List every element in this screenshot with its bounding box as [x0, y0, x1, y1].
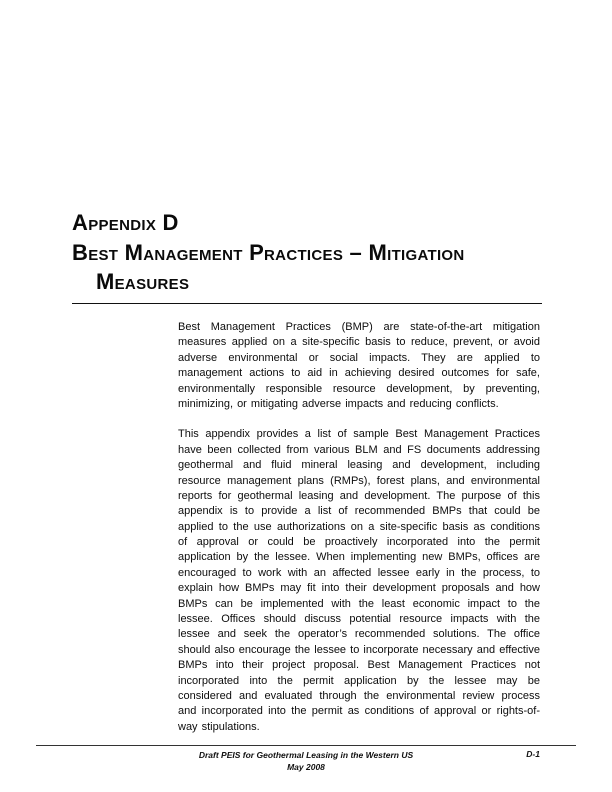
heading-title-continuation: Measures [96, 269, 190, 295]
footer-source-title: Draft PEIS for Geothermal Leasing in the Western US [198, 749, 414, 760]
appendix-heading [72, 208, 542, 312]
footer-date: May 2008 [287, 762, 325, 773]
heading-appendix-label: Appendix D [72, 210, 179, 235]
paragraph-bmp-definition: Best Management Practices (BMP) are state-of-the-art mitigation measures applied on a site-specific basis to reduce, prevent, or avoid adverse environmental or social impacts. They are applied to management actions to aid in achieving desired outcomes for safe, environmentally responsible resource development, by preventing, minimizing, or mitigating adverse impacts and reducing conflicts. [178, 321, 540, 410]
footer-source-block [36, 749, 576, 775]
footer-page-number: D-1 [526, 748, 540, 759]
page-footer [36, 745, 576, 775]
heading-underline-rule [72, 303, 542, 304]
body-text-block [178, 320, 540, 750]
paragraph-appendix-purpose: This appendix provides a list of sample Best Management Practices have been collected from various BLM and FS documents addressing geothermal and fluid mineral leasing and development, including resource management plans (RMPs), forest plans, and environmental reports for geothermal leasing and development. The purpose of this appendix is to provide a list of recommended BMPs that could be applied to the use authorizations on a site-specific basis as conditions of approval or could be proactively incorporated into the permit application by the lessee. When implementing new BMPs, offices are encouraged to work with an affected lessee early in the process, to explain how BMPs may fit into their development proposals and how BMPs can be implemented with the least economic impact to the lessee. Offices should discuss potential resource impacts with the lessee and seek the operator’s recommended solutions. The office should also encourage the lessee to incorporate necessary and effective BMPs into their project proposal. Best Management Practices not incorporated into the permit application by the lessee may be considered and evaluated through the environmental review process and incorporated into the permit as conditions of approval or rights-of-way stipulations. [178, 428, 540, 733]
heading-title-line: Best Management Practices – Mitigation [72, 239, 465, 265]
